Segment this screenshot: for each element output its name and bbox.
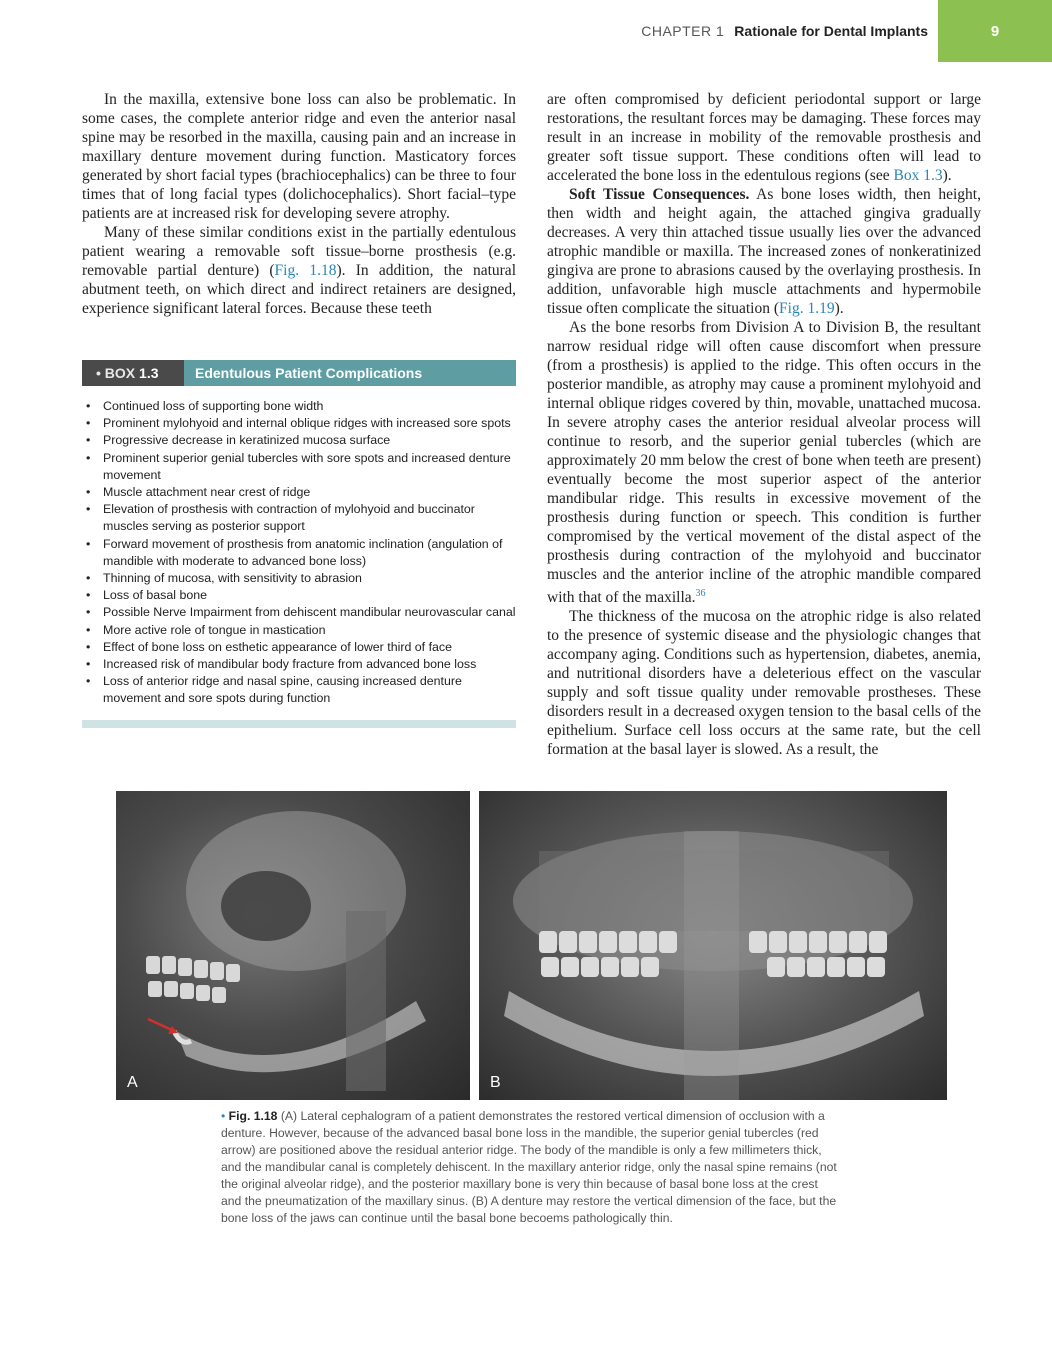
list-item: • Increased risk of mandibular body fracture from advanced bone loss xyxy=(82,656,516,673)
figure-1-18-a xyxy=(116,791,470,1100)
caption-text: (A) Lateral cephalogram of a patient demonstrates the restored vertical dimension of occlusion with a denture. However, because of the advanced basal bone loss in the mandible, the superior genial tubercles (red arrow) are positioned above the residual anterior ridge. The body of the mandible is only a few millimeters thick, and the mandibular canal is completely dehiscent. In the maxillary anterior ridge, only the nasal spine remains (not the original alveolar ridge), and the posterior maxillary bone is very thin because of basal bone loss at the crest and the pneumatization of the maxillary sinus. (B) A denture may restore the vertical dimension of the face, but the bone loss of the jaws can continue until the basal bone becoems pathologically thin. xyxy=(221,1109,837,1225)
box-tag-number: 1.3 xyxy=(139,365,159,381)
page-number: 9 xyxy=(938,0,1052,62)
paragraph-text: As the bone resorbs from Division A to Division B, the resultant narrow residual ridge will often cause discomfort when pressure (from a prosthesis) is applied to the ridge. This often occurs in the posterior mandible, as atrophy may cause a prominent mylohyoid and internal oblique ridges covered by thin, movable, unattached mucosa. In severe atrophy cases the anterior residual alveolar process will continue to resorb, and the superior genial tubercles (which are approximately 20 mm below the crest of bone when teeth are present) eventually become the most superior aspect of the anterior mandibular ridge. This results in excessive movement of the prosthesis during function or speech. This condition is further compromised by the vertical movement of the distal aspect of the prosthesis during contraction of the mylohyoid and buccinator muscles and the anterior incline of the atrophic mandible compared with that of the maxilla. xyxy=(547,319,981,607)
box-1-3 xyxy=(82,360,516,728)
paragraph-text: ). In addition, the natural abutment teeth, on which direct and indirect retainers are designed, experience significant lateral forces. Because these teeth xyxy=(82,262,516,317)
paragraph-text: As bone loses width, then height, then width and height again, the attached gingiva gradually decreases. A very thin attached tissue usually lies over the advanced atrophic mandible or maxilla. The increased zones of nonkeratinized gingiva are prone to abrasions caused by the overlaying prosthesis. In addition, unfavorable high muscle attachments and hypermobile tissue often complicate the situation ( xyxy=(547,186,981,317)
list-item: • Continued loss of supporting bone width xyxy=(82,398,516,415)
paragraph-text: are often compromised by deficient periodontal support or large restorations, the resultant forces may be damaging. These forces may result in an increase in mobility of the removable prosthesis and greater soft tissue support. These conditions often will lead to accelerated the bone loss in the edentulous regions (see xyxy=(547,91,981,184)
complications-list xyxy=(82,398,516,708)
box-bottom-rule xyxy=(82,720,516,728)
caption-bullet: • xyxy=(221,1109,226,1123)
list-item: • Forward movement of prosthesis from anatomic inclination (angulation of mandible with moderate to advanced bone loss) xyxy=(82,536,516,570)
list-item: • Muscle attachment near crest of ridge xyxy=(82,484,516,501)
cephalogram-image xyxy=(116,791,470,1100)
list-item: • Prominent superior genial tubercles with sore spots and increased denture movement xyxy=(82,450,516,484)
left-column xyxy=(82,90,516,318)
paragraph-text: ). xyxy=(834,300,844,317)
figure-1-18-b xyxy=(479,791,947,1100)
paragraph xyxy=(547,318,981,607)
paragraph-text: Many of these similar conditions exist in the partially edentulous patient wearing a removable soft tissue–borne prosthesis (e.g. removable partial denture) ( xyxy=(82,224,516,279)
paragraph-text: ). xyxy=(942,167,952,184)
box-tag xyxy=(82,360,184,386)
figure-reference-link[interactable]: Fig. 1.18 xyxy=(274,262,337,279)
figure-panel-label: A xyxy=(127,1074,138,1091)
paragraph: In the maxilla, extensive bone loss can also be problematic. In some cases, the complete anterior ridge and even the anterior nasal spine may be resorbed in the maxilla, causing pain and an increase in maxillary denture movement during function. Masticatory forces generated by short facial types (brachiocephalics) can be three to four times that of long facial types (dolichocephalics). Short facial–type patients are at increased risk for developing severe atrophy. xyxy=(82,91,516,222)
box-reference-link[interactable]: Box 1.3 xyxy=(893,167,943,184)
running-header xyxy=(641,0,1052,62)
paragraph: The thickness of the mucosa on the atrophic ridge is also related to the presence of systemic disease and the physiologic changes that accompany aging. Conditions such as hypertension, diabetes, anemia, and nutritional disorders have a deleterious effect on the vascular supply and soft tissue quality under removable prostheses. These disorders result in a decreased oxygen tension to the basal cells of the epithelium. Surface cell loss occurs at the same rate, but the cell formation at the basal layer is slowed. As a result, the xyxy=(547,608,981,759)
list-item: • More active role of tongue in mastication xyxy=(82,622,516,639)
list-item: • Elevation of prosthesis with contraction of mylohyoid and buccinator muscles serving as posterior support xyxy=(82,501,516,535)
list-item: • Loss of basal bone xyxy=(82,587,516,604)
list-item: • Prominent mylohyoid and internal oblique ridges with increased sore spots xyxy=(82,415,516,432)
box-tag-prefix: • BOX xyxy=(96,365,136,381)
figure-panel-label: B xyxy=(490,1074,501,1091)
chapter-title: Rationale for Dental Implants xyxy=(734,23,928,39)
chapter-label: CHAPTER 1 xyxy=(641,23,725,39)
right-column xyxy=(547,90,981,759)
list-item: • Loss of anterior ridge and nasal spine, causing increased denture movement and sore spots during function xyxy=(82,673,516,707)
figure-caption xyxy=(221,1108,841,1227)
list-item: • Thinning of mucosa, with sensitivity to abrasion xyxy=(82,570,516,587)
figure-reference-link[interactable]: Fig. 1.19 xyxy=(779,300,835,317)
caption-label: Fig. 1.18 xyxy=(228,1109,278,1123)
paragraph xyxy=(547,185,981,318)
red-arrow xyxy=(148,1019,174,1031)
paragraph xyxy=(82,223,516,318)
box-title: Edentulous Patient Complications xyxy=(184,360,516,386)
panoramic-radiograph-image xyxy=(479,791,947,1100)
section-heading: Soft Tissue Consequences. xyxy=(569,186,750,203)
list-item: • Possible Nerve Impairment from dehiscent mandibular neurovascular canal xyxy=(82,604,516,621)
box-header xyxy=(82,360,516,386)
citation-superscript[interactable]: 36 xyxy=(695,588,706,599)
list-item: • Effect of bone loss on esthetic appearance of lower third of face xyxy=(82,639,516,656)
list-item: • Progressive decrease in keratinized mucosa surface xyxy=(82,432,516,449)
paragraph xyxy=(547,90,981,185)
